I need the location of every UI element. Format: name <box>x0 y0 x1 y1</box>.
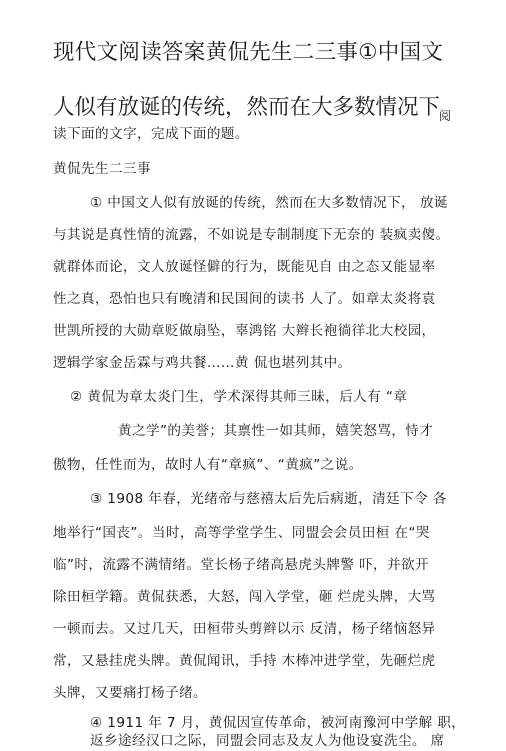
paragraph-line: 返乡途经汉口之际，同盟会同志及友人为他设宴洗尘。 席 <box>90 733 445 749</box>
paragraph-line: 地举行“国丧”。当时，高等学堂学生、同盟会会员田桓 在“哭 <box>53 525 430 541</box>
paragraph-line: 除田桓学籍。黄侃获悉，大怒，闯入学堂，砸 烂虎头牌，大骂 <box>53 589 436 605</box>
paragraph-line: ③ 1908 年春，光绪帝与慈禧太后先后病逝，清廷下令 各 <box>90 491 447 507</box>
paragraph-line: 一顿而去。又过几天，田桓带头剪辫以示 反清，杨子绪恼怒异 <box>53 621 436 637</box>
paragraph-line: 临”时，流露不满情绪。堂长杨子绪高悬虎头牌警 吓，并欲开 <box>53 557 429 573</box>
article-subtitle: 黄侃先生二三事 <box>53 161 151 177</box>
paragraph-line: 世凯所授的大勋章贬做扇坠，辜鸿铭 大辫长袍徜徉北大校园， <box>53 323 436 339</box>
paragraph-line: 头牌，又要痛打杨子绪。 <box>53 685 207 701</box>
paragraph-line: 黄之学”的美誉；其禀性一如其师，嬉笑怒骂，恃才 <box>118 423 434 439</box>
paragraph-line: 就群体而论，文人放诞怪僻的行为，既能见自 由之态又能显率 <box>53 259 436 275</box>
document-title-line-2-tail: 阅 <box>439 109 452 123</box>
paragraph-line: 常，又悬挂虎头牌。黄侃闻讯，手持 木棒冲进学堂，先砸烂虎 <box>53 653 436 669</box>
paragraph-line: 傲物，任性而为，故时人有“章疯”、“黄疯”之说。 <box>53 457 363 473</box>
document-title-line-2-text: 人似有放诞的传统，然而在大多数情况下 <box>53 95 441 120</box>
document-title-line-1: 现代文阅读答案黄侃先生二三事①中国文 <box>53 40 444 65</box>
intro-text: 读下面的文字，完成下面的题。 <box>53 126 249 142</box>
paragraph-line: 与其说是真性情的流露，不如说是专制制度下无奈的 装疯卖傻。 <box>53 227 450 243</box>
paragraph-line: ① 中国文人似有放诞的传统，然而在大多数情况下， 放诞 <box>90 195 448 211</box>
paragraph-line: 性之真，恐怕也只有晚清和民国间的读书 人了。如章太炎将袁 <box>53 291 436 307</box>
paragraph-line: ② 黄侃为章太炎门生，学术深得其师三昧，后人有 “章 <box>70 389 408 405</box>
document-title-line-2 <box>53 93 493 123</box>
paragraph-line: 逻辑学家金岳霖与鸡共餐……黄 侃也堪列其中。 <box>53 355 352 371</box>
paragraph-line: ④ 1911 年 7 月，黄侃因宣传革命，被河南豫河中学解 职， <box>90 715 466 731</box>
